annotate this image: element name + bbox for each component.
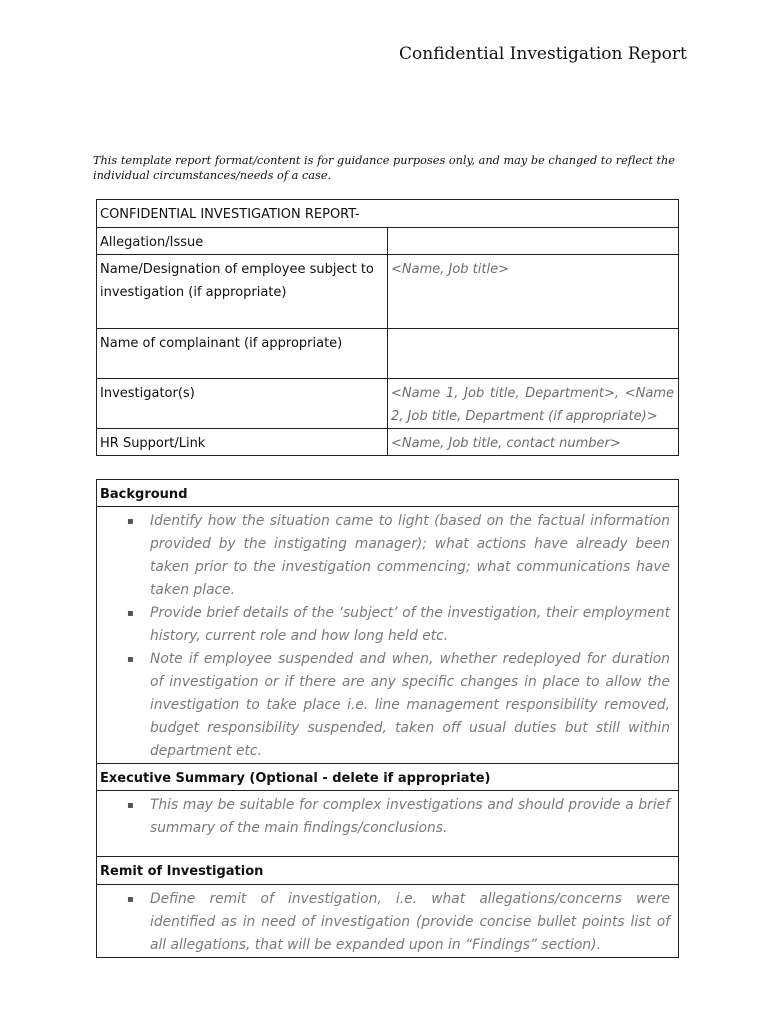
- executive-summary-heading: Executive Summary (Optional - delete if appropriate): [97, 764, 679, 791]
- details-table: [96, 199, 679, 456]
- table-row: [97, 379, 679, 429]
- investigators-label: Investigator(s): [97, 379, 388, 429]
- bullet-icon: ▪: [127, 654, 134, 665]
- section-heading-row: [97, 857, 679, 885]
- list-item: [127, 888, 670, 957]
- list-item: [127, 794, 670, 840]
- employee-label: Name/Designation of employee subject to investigation (if appropriate): [97, 255, 388, 329]
- executive-summary-body[interactable]: [97, 791, 679, 857]
- section-body-row: [97, 885, 679, 958]
- section-heading-row: [97, 764, 679, 791]
- allegation-value[interactable]: [388, 228, 679, 255]
- bullet-text: Identify how the situation came to light (based on the factual information provided by the instigating manager); what actions have already been taken prior to the investigation commencing; what communications have taken place.: [150, 513, 670, 598]
- section-body-row: [97, 507, 679, 764]
- list-item: [127, 510, 670, 602]
- investigators-value[interactable]: <Name 1, Job title, Department>, <Name 2, Job title, Department (if appropriate)>: [388, 379, 679, 429]
- table-row: [97, 329, 679, 379]
- document-title: Confidential Investigation Report: [399, 44, 687, 64]
- bullet-icon: ▪: [127, 516, 134, 527]
- employee-value[interactable]: <Name, Job title>: [388, 255, 679, 329]
- section-heading-row: [97, 480, 679, 507]
- list-item: [127, 602, 670, 648]
- complainant-label: Name of complainant (if appropriate): [97, 329, 388, 379]
- allegation-label: Allegation/Issue: [97, 228, 388, 255]
- table-row: [97, 429, 679, 456]
- background-heading: Background: [97, 480, 679, 507]
- complainant-value[interactable]: [388, 329, 679, 379]
- guidance-note: This template report format/content is for guidance purposes only, and may be changed to reflect the individual circumstances/needs of a case.: [93, 154, 675, 182]
- table-row: [97, 255, 679, 329]
- bullet-text: This may be suitable for complex investigations and should provide a brief summary of the main findings/conclusions.: [150, 797, 670, 836]
- hr-support-label: HR Support/Link: [97, 429, 388, 456]
- bullet-text: Note if employee suspended and when, whether redeployed for duration of investigation or if there are any specific changes in place to allow the investigation to take place i.e. line management responsibility removed, budget responsibility suspended, taken off usual duties but still within department etc.: [150, 651, 670, 759]
- bullet-text: Provide brief details of the ‘subject’ of the investigation, their employment history, current role and how long held etc.: [150, 605, 670, 644]
- table-row: [97, 228, 679, 255]
- table-header-row: [97, 200, 679, 228]
- list-item: [127, 648, 670, 763]
- section-body-row: [97, 791, 679, 857]
- bullet-icon: ▪: [127, 894, 134, 905]
- remit-heading: Remit of Investigation: [97, 857, 679, 885]
- hr-support-value[interactable]: <Name, Job title, contact number>: [388, 429, 679, 456]
- bullet-icon: ▪: [127, 608, 134, 619]
- sections-table: [96, 479, 679, 958]
- bullet-text: Define remit of investigation, i.e. what allegations/concerns were identified as in need of investigation (provide concise bullet points list of all allegations, that will be expanded upon in “Findings” section).: [150, 891, 670, 953]
- details-table-header: CONFIDENTIAL INVESTIGATION REPORT-: [97, 200, 679, 228]
- bullet-icon: ▪: [127, 800, 134, 811]
- background-body[interactable]: [97, 507, 679, 764]
- remit-body[interactable]: [97, 885, 679, 958]
